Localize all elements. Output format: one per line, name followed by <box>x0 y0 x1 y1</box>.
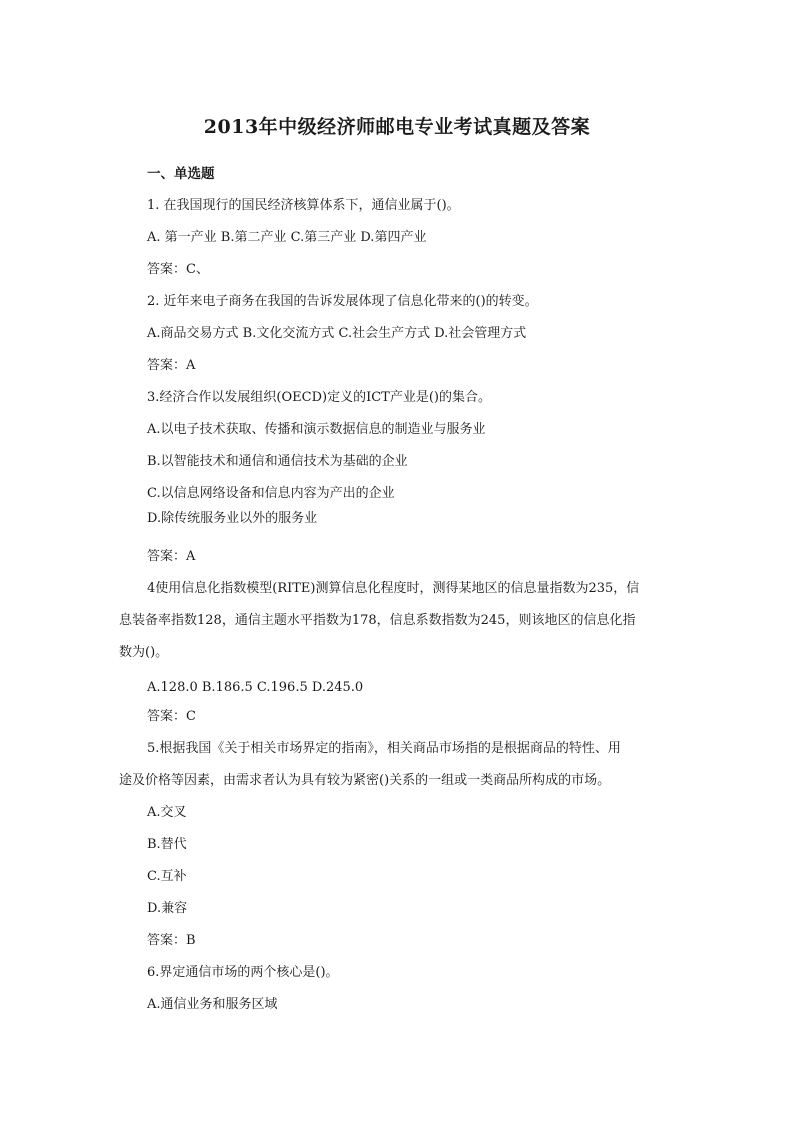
question-3-option-b: B.以智能技术和通信和通信技术为基础的企业 <box>147 454 408 469</box>
question-1-options: A. 第一产业 B.第二产业 C.第三产业 D.第四产业 <box>147 230 427 245</box>
question-3: 3.经济合作以发展组织(OECD)定义的ICT产业是()的集合。 <box>147 390 491 405</box>
question-3-option-d: D.除传统服务业以外的服务业 <box>147 511 318 526</box>
question-6-option-a: A.通信业务和服务区域 <box>147 997 278 1012</box>
question-4-options: A.128.0 B.186.5 C.196.5 D.245.0 <box>147 680 364 695</box>
question-3-answer: 答案：A <box>147 549 196 564</box>
question-4-line-1: 4使用信息化指数模型(RITE)测算信息化程度时，测得某地区的信息量指数为235，信 <box>147 581 640 596</box>
section-heading: 一、单选题 <box>147 166 215 182</box>
question-3-option-a: A.以电子技术获取、传播和演示数据信息的制造业与服务业 <box>147 422 486 437</box>
question-4-answer: 答案：C <box>147 709 196 724</box>
question-1-answer: 答案：C、 <box>147 262 209 277</box>
question-2-options: A.商品交易方式 B.文化交流方式 C.社会生产方式 D.社会管理方式 <box>147 326 527 341</box>
question-4-line-2: 息装备率指数128，通信主题水平指数为178，信息系数指数为245，则该地区的信息化指 <box>119 613 636 628</box>
question-5-option-a: A.交叉 <box>147 805 187 820</box>
question-5-option-d: D.兼容 <box>147 901 188 916</box>
question-1: 1. 在我国现行的国民经济核算体系下，通信业属于()。 <box>147 198 460 213</box>
question-6: 6.界定通信市场的两个核心是()。 <box>147 965 339 980</box>
question-5-line-1: 5.根据我国《关于相关市场界定的指南》，相关商品市场指的是根据商品的特性、用 <box>147 741 621 756</box>
page-title: 2013年中级经济师邮电专业考试真题及答案 <box>203 116 591 138</box>
question-3-option-c: C.以信息网络设备和信息内容为产出的企业 <box>147 486 395 501</box>
question-4-line-3: 数为()。 <box>119 645 169 660</box>
question-5-option-c: C.互补 <box>147 869 187 884</box>
question-2: 2. 近年来电子商务在我国的告诉发展体现了信息化带来的()的转变。 <box>147 294 538 309</box>
question-2-answer: 答案：A <box>147 358 196 373</box>
question-5-line-2: 途及价格等因素，由需求者认为具有较为紧密()关系的一组或一类商品所构成的市场。 <box>119 773 611 788</box>
question-5-answer: 答案：B <box>147 933 196 948</box>
question-5-option-b: B.替代 <box>147 837 187 852</box>
